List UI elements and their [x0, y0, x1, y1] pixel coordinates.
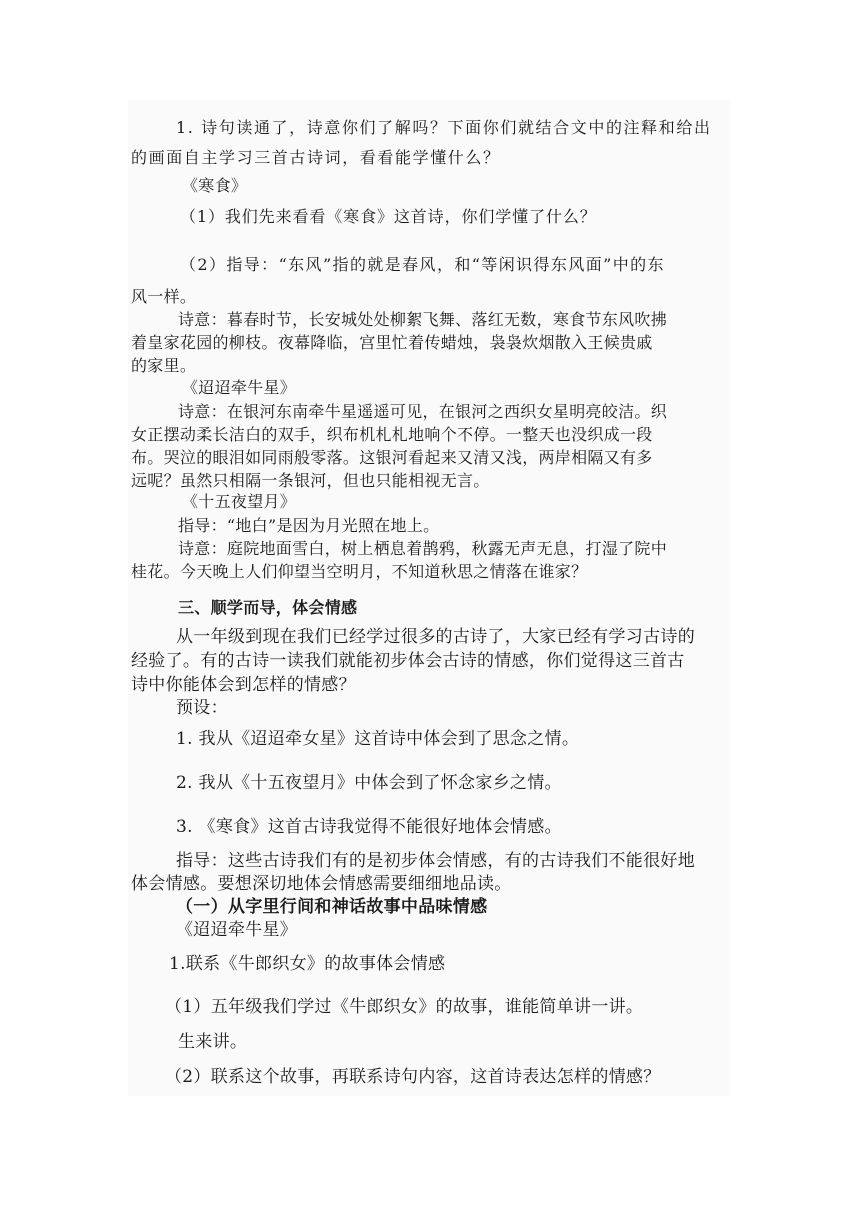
- poem-meaning-line: 诗意：在银河东南牵牛星遥遥可见，在银河之西织女星明亮皎洁。织: [178, 402, 668, 421]
- poem-title: 《寒食》: [182, 176, 248, 195]
- preset-item: 2. 我从《十五夜望月》中体会到了怀念家乡之情。: [176, 773, 562, 793]
- guidance-line: 体会情感。要想深切地体会情感需要细细地品读。: [131, 874, 512, 894]
- poem-title: 《十五夜望月》: [182, 492, 297, 511]
- guidance-line: 风一样。: [131, 287, 197, 306]
- preset-item: 3. 《寒食》这首古诗我觉得不能很好地体会情感。: [176, 817, 562, 837]
- poem-title: 《迢迢牵牛星》: [182, 378, 297, 397]
- section-heading: 三、顺学而导，体会情感: [178, 598, 358, 617]
- guidance-line: 指导：这些古诗我们有的是初步体会情感，有的古诗我们不能很好地: [176, 851, 695, 871]
- poem-meaning-line: 着皇家花园的柳枝。夜幕降临，宫里忙着传蜡烛，袅袅炊烟散入王候贵戚: [131, 333, 653, 352]
- poem-meaning-line: 诗意：暮春时节，长安城处处柳絮飞舞、落红无数，寒食节东风吹拂: [178, 310, 668, 329]
- question-line: （1）五年级我们学过《牛郎织女》的故事，谁能简单讲一讲。: [165, 997, 644, 1017]
- guidance-line: 指导：“地白”是因为月光照在地上。: [178, 516, 440, 535]
- paragraph-line: 1. 诗句读通了，诗意你们了解吗？下面你们就结合文中的注释和给出: [176, 118, 712, 137]
- subsection-heading: （一）从字里行间和神话故事中品味情感: [176, 897, 488, 917]
- question-line: （1）我们先来看看《寒食》这首诗，你们学懂了什么？: [180, 207, 597, 226]
- paragraph-line: 经验了。有的古诗一读我们就能初步体会古诗的情感，你们觉得这三首古: [131, 651, 685, 671]
- response-line: 生来讲。: [178, 1032, 248, 1052]
- poem-meaning-line: 诗意：庭院地面雪白，树上栖息着鹊鸦，秋露无声无息，打湿了院中: [178, 539, 668, 558]
- poem-title: 《迢迢牵牛星》: [176, 920, 298, 940]
- poem-meaning-line: 远呢？虽然只相隔一条银河，但也只能相视无言。: [131, 471, 490, 490]
- poem-meaning-line: 桂花。今天晚上人们仰望当空明月，不知道秋思之情落在谁家？: [131, 562, 588, 581]
- step-heading: 1.联系《牛郎织女》的故事体会情感: [169, 954, 446, 974]
- preset-item: 1. 我从《迢迢牵女星》这首诗中体会到了思念之情。: [176, 729, 580, 749]
- paragraph-line: 的画面自主学习三首古诗词，看看能学懂什么？: [131, 148, 501, 167]
- poem-meaning-line: 的家里。: [131, 356, 197, 375]
- paragraph-line: 从一年级到现在我们已经学过很多的古诗了，大家已经有学习古诗的: [176, 627, 695, 647]
- paragraph-line: 诗中你能体会到怎样的情感？: [131, 675, 356, 695]
- question-line: （2）联系这个故事，再联系诗句内容，这首诗表达怎样的情感？: [165, 1067, 661, 1087]
- poem-meaning-line: 布。哭泣的眼泪如同雨般零落。这银河看起来又清又浅，两岸相隔又有多: [131, 448, 653, 467]
- poem-meaning-line: 女正摆动柔长洁白的双手，织布机札札地响个不停。一整天也没织成一段: [131, 425, 653, 444]
- guidance-line: （2）指导：“东风”指的就是春风，和“等闲识得东风面”中的东: [180, 255, 665, 274]
- preset-label: 预设：: [176, 698, 228, 718]
